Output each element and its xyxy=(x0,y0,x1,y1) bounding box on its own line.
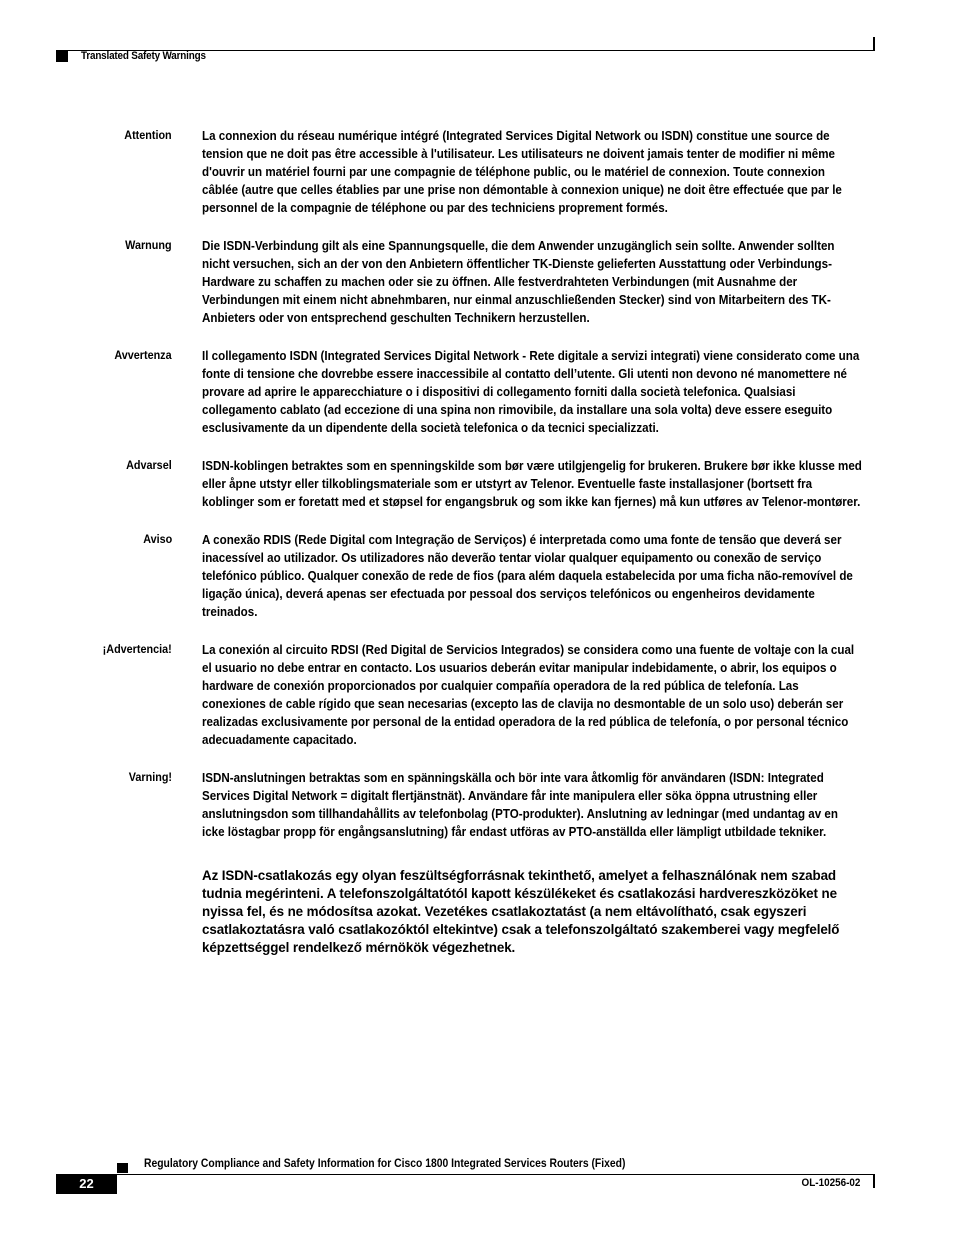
warning-label: Varning! xyxy=(128,770,172,784)
warning-spanish xyxy=(0,641,954,749)
warning-text: ISDN-koblingen betraktes som en spenningskilde som bør være utilgjengelig for brukeren. Brukere bør ikke klusse med eller åpne utstyr eller tilkoblingsmateriale som er utstyrt av Telenor. Eventuelle faste installasjoner (bortsett fra koblinger som er foretatt med et støpsel for engangsbruk og som ikke kan fjernes) må kun utføres av Telenor-montører. xyxy=(202,458,862,509)
warning-label: Aviso xyxy=(142,532,172,546)
warning-label: Warnung xyxy=(125,238,172,252)
document-id: OL-10256-02 xyxy=(801,1177,860,1189)
footer-rule xyxy=(56,1174,875,1175)
warning-french xyxy=(0,127,954,217)
footer-edge-mark xyxy=(873,1174,875,1188)
warning-text: Die ISDN-Verbindung gilt als eine Spannungsquelle, die dem Anwender unzugänglich sein sollte. Anwender sollten nicht versuchen, sich an der von den Anbietern öffentlicher TK-Dienste gelieferten Ausstattung oder Verbindungs-Hardware zu schaffen zu machen oder sie zu öffnen. Alle festverdrahteten Verbindungen (mit Ausnahme der Verbindungen mit einem nicht abnehmbaren, nur einmal anzuschließenden Stecker) sind von Mitarbeitern des TK-Anbieters oder von entsprechend geschulten Technikern herzustellen. xyxy=(202,238,835,325)
warning-text: A conexão RDIS (Rede Digital com Integração de Serviços) é interpretada como uma fonte de tensão que deverá ser inacessível ao utilizador. Os utilizadores não deverão tentar violar qualquer equipamento ou conexão de serviço telefónico público. Qualquer conexão de rede de fios (para além daquela estabelecida por uma ficha não-removível de ligação única), deverá apenas ser efectuada por pessoal dos serviços telefónicos ou engenheiros devidamente treinados. xyxy=(202,532,853,619)
warning-label: ¡Advertencia! xyxy=(102,642,172,656)
header-edge-mark xyxy=(873,37,875,51)
warning-german xyxy=(0,237,954,327)
footer-title: Regulatory Compliance and Safety Information for Cisco 1800 Integrated Services Routers (Fixed) xyxy=(144,1158,626,1170)
warning-text: La conexión al circuito RDSI (Red Digital de Servicios Integrados) se considera como una fuente de voltaje con la cual el usuario no debe entrar en contacto. Los usuarios deberán evitar manipular indebidamente, o abrir, los equipos o hardware de conexión proporcionados por cualquier compañía operadora de la red pública de telefonía. Las conexiones de cable rígido que sean necesarias (excepto las de clavija no desmontable de un solo uso) deberán ser realizadas exclusivamente por personal de la entidad operadora de la red pública de telefonía, o por personal técnico adecuadamente capacitado. xyxy=(202,642,855,747)
page-number: 22 xyxy=(56,1174,117,1194)
warning-text: Az ISDN-csatlakozás egy olyan feszültségforrásnak tekinthető, amelyet a felhasználónak nem szabad tudnia megérinteni. A telefonszolgáltatótól kapott készülékeket és csatlakozási hardvereszközöket ne nyissa fel, és ne módosítsa azokat. Vezetékes csatlakoztatást (a nem eltávolítható, csak egyszeri csatlakoztatásra való csatlakozóktól eltekintve) csak a telefonszolgáltató szakemberei vagy megfelelő képzettséggel rendelkező mérnökök végezhetnek. xyxy=(202,868,840,955)
footer-marker xyxy=(117,1163,128,1173)
warning-text: La connexion du réseau numérique intégré (Integrated Services Digital Network ou ISDN) constitue une source de tension que ne doit pas être accessible à l'utilisateur. Les utilisateurs ne doivent jamais tenter de modifier ni même d'ouvrir un matériel fourni par une compagnie de téléphone public, ou le matériel de connexion. Toute connexion câblée (autre que celles établies par une prise non démontable à connexion unique) ne doit être effectuée que par le personnel de la compagnie de téléphone ou par des techniciens proprement formés. xyxy=(202,128,842,215)
warning-swedish xyxy=(0,769,954,841)
warning-text: ISDN-anslutningen betraktas som en spänningskälla och bör inte vara åtkomlig för användaren (ISDN: Integrated Services Digital Network = digitalt flertjänstnät). Användare får inte manipulera eller söka öppna utrustning eller anslutningsdon som tillhandahållits av telefonbolag (PTO-produkter). Anslutning av ledningar (med undantag av en icke löstagbar propp för engångsanslutning) får endast utföras av PTO-anställda eller lämpligt utbildade tekniker. xyxy=(202,770,838,839)
warning-portuguese xyxy=(0,531,954,621)
warning-norwegian xyxy=(0,457,954,511)
warning-hungarian xyxy=(0,867,954,957)
warning-label: Advarsel xyxy=(126,458,172,472)
warning-label: Avvertenza xyxy=(114,348,172,362)
warning-italian xyxy=(0,347,954,437)
warnings-list xyxy=(0,127,954,977)
header-marker xyxy=(56,50,68,62)
running-header: Translated Safety Warnings xyxy=(81,50,206,62)
warning-text: Il collegamento ISDN (Integrated Services Digital Network - Rete digitale a servizi integrati) viene considerato come una fonte di tensione che dovrebbe essere inaccessibile al contatto dell’utente. Gli utenti non devono né manomettere né provare ad aprire le apparecchiature o i dispositivi di collegamento forniti dalla società telefonica. Qualsiasi collegamento cablato (ad eccezione di una spina non rimovibile, da installare una sola volta) deve essere eseguito esclusivamente da un dipendente della società telefonica o da tecnici specializzati. xyxy=(202,348,860,435)
warning-label: Attention xyxy=(124,128,172,142)
